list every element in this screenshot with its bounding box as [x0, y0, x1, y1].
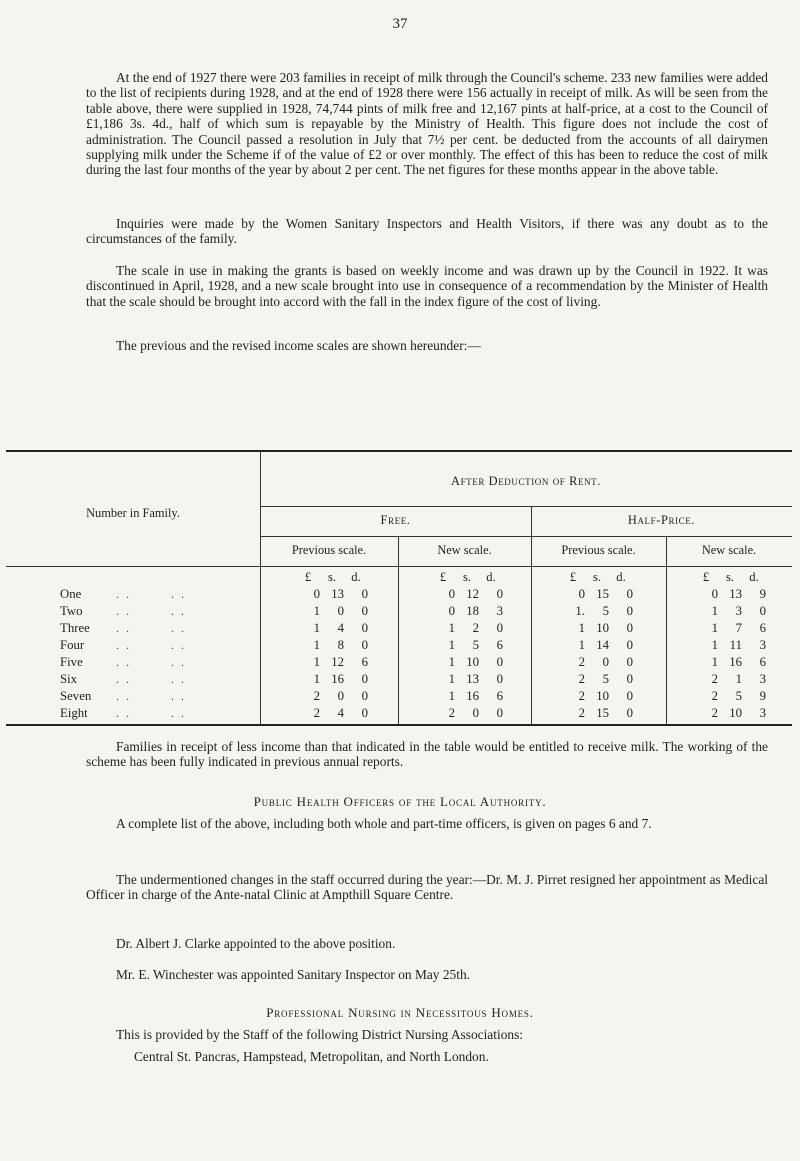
- group-header-free: Free.: [380, 513, 411, 527]
- paragraph-inquiries: Inquiries were made by the Women Sanitary Inspectors and Health Visitors, if there was any doubt as to the circumstances of the family.: [86, 216, 768, 247]
- table-cell: 0: [337, 689, 344, 703]
- table-cell: 11: [729, 638, 742, 652]
- heading-nursing: Professional Nursing in Necessitous Homes.: [266, 1005, 534, 1020]
- col-header-half-new: New scale.: [701, 543, 757, 557]
- table-cell: 0: [448, 587, 455, 601]
- table-cell: 1: [313, 672, 320, 686]
- table-cell: 3: [759, 706, 766, 720]
- row-leader: . .: [171, 587, 186, 601]
- table-cell: 0: [626, 638, 633, 652]
- table-cell: 0: [759, 604, 766, 618]
- table-cell: 0: [361, 621, 368, 635]
- unit-label: £: [439, 570, 447, 584]
- table-cell: 0: [361, 689, 368, 703]
- table-cell: 0: [361, 638, 368, 652]
- table-cell: 0: [626, 587, 633, 601]
- divider: [398, 536, 399, 724]
- table-cell: 5: [735, 689, 742, 703]
- table-cell: 0: [711, 587, 718, 601]
- table-cell: 1: [711, 621, 718, 635]
- paragraph-officers-list: A complete list of the above, including both whole and part-time officers, is given on pages 6 and 7.: [116, 816, 652, 831]
- table-cell: 0: [361, 706, 368, 720]
- table-cell: 12: [466, 587, 479, 601]
- table-cell: 9: [759, 587, 766, 601]
- divider: [260, 506, 792, 507]
- table-cell: 0: [496, 655, 503, 669]
- table-top-rule: [6, 450, 792, 452]
- paragraph-families-receipt: Families in receipt of less income than that indicated in the table would be entitled to receive milk. The working of the scheme has been fully indicated in previous annual reports.: [86, 739, 768, 770]
- table-cell: 1: [711, 604, 718, 618]
- row-leader: . .: [171, 672, 186, 686]
- table-cell: 1: [313, 638, 320, 652]
- table-cell: 0: [448, 604, 455, 618]
- table-cell: 0: [313, 587, 320, 601]
- table-cell: 0: [361, 672, 368, 686]
- table-cell: 1: [313, 604, 320, 618]
- table-cell: 2: [711, 672, 718, 686]
- table-cell: 5: [472, 638, 479, 652]
- unit-label: d.: [486, 570, 496, 584]
- group-header-half-price: Half-Price.: [627, 513, 696, 527]
- table-cell: 0: [626, 621, 633, 635]
- heading-officers: Public Health Officers of the Local Authority.: [253, 794, 547, 809]
- table-cell: 4: [337, 621, 344, 635]
- table-cell: 2: [711, 706, 718, 720]
- divider: [260, 452, 261, 724]
- table-cell: 18: [466, 604, 479, 618]
- table-cell: 0: [337, 604, 344, 618]
- table-cell: 10: [729, 706, 742, 720]
- table-cell: 4: [337, 706, 344, 720]
- income-scale-table: [6, 450, 792, 726]
- table-cell: 8: [337, 638, 344, 652]
- row-leader: . .: [116, 604, 131, 618]
- table-cell: 0: [626, 689, 633, 703]
- table-cell: 13: [729, 587, 742, 601]
- table-cell: 13: [331, 587, 344, 601]
- table-cell: 2: [472, 621, 479, 635]
- table-cell: 2: [578, 672, 585, 686]
- col-header-free-previous: Previous scale.: [291, 543, 367, 557]
- row-label: Three: [60, 621, 90, 635]
- table-cell: 0: [626, 604, 633, 618]
- table-cell: 3: [735, 604, 742, 618]
- table-cell: 14: [596, 638, 609, 652]
- row-label: Four: [60, 638, 85, 652]
- unit-label: £: [304, 570, 312, 584]
- unit-label: s.: [592, 570, 602, 584]
- row-label: One: [60, 587, 82, 601]
- table-cell: 1: [448, 621, 455, 635]
- table-cell: 6: [361, 655, 368, 669]
- paragraph-scale: The scale in use in making the grants is based on weekly income and was drawn up by the Council in 1922. It was discontinued in April, 1928, and a new scale brought into use in consequence of a recommendation by the Minister of Health that the scale should be brought into accord with the fall in the index figure of the cost of living.: [86, 263, 768, 309]
- table-cell: 7: [735, 621, 742, 635]
- row-leader: . .: [116, 689, 131, 703]
- table-cell: 0: [361, 587, 368, 601]
- unit-label: s.: [327, 570, 337, 584]
- row-leader: . .: [116, 587, 131, 601]
- table-cell: 13: [466, 672, 479, 686]
- table-cell: 1: [711, 655, 718, 669]
- table-cell: 2: [578, 689, 585, 703]
- table-cell: 0: [496, 672, 503, 686]
- row-leader: . .: [171, 655, 186, 669]
- table-cell: 0: [496, 621, 503, 635]
- table-cell: 0: [496, 587, 503, 601]
- divider: [260, 536, 792, 537]
- table-cell: 3: [496, 604, 503, 618]
- table-cell: 6: [496, 689, 503, 703]
- paragraph-scales-intro: The previous and the revised income scales are shown hereunder:—: [116, 338, 481, 353]
- table-cell: 1: [313, 621, 320, 635]
- table-cell: 6: [759, 621, 766, 635]
- table-cell: 0: [626, 672, 633, 686]
- table-cell: 0: [578, 587, 585, 601]
- table-cell: 1: [448, 689, 455, 703]
- table-cell: 1: [711, 638, 718, 652]
- unit-label: s.: [725, 570, 735, 584]
- table-cell: 0: [602, 655, 609, 669]
- row-leader: . .: [171, 689, 186, 703]
- table-cell: 3: [759, 638, 766, 652]
- table-cell: 1: [448, 638, 455, 652]
- table-cell: 16: [729, 655, 742, 669]
- paragraph-milk-scheme: At the end of 1927 there were 203 families in receipt of milk through the Council's scheme. 233 new families were added to the list of recipients during 1928, and at the end of 1928 there were 156 actually in receipt of milk. As will be seen from the table above, there were supplied in 1928, 74,744 pints of milk free and 12,167 pints at half-price, at a cost to the Council of £1,186 3s. 4d., half of which sum is repayable by the Ministry of Health. This figure does not include the cost of administration. The Council passed a resolution in July that 7½ per cent. be deducted from the accounts of all dairymen supplying milk under the Scheme if of the value of £2 or over monthly. The effect of this has been to reduce the cost of milk during the last four months of the year by about 2 per cent. The net figures for these months appear in the above table.: [86, 70, 768, 178]
- table-cell: 2: [578, 706, 585, 720]
- unit-label: £: [702, 570, 710, 584]
- table-cell: 2: [313, 706, 320, 720]
- table-cell: 2: [711, 689, 718, 703]
- row-leader: . .: [171, 706, 186, 720]
- unit-label: d.: [616, 570, 626, 584]
- unit-label: d.: [749, 570, 759, 584]
- unit-label: £: [569, 570, 577, 584]
- table-cell: 2: [578, 655, 585, 669]
- divider: [6, 566, 792, 567]
- row-leader: . .: [116, 655, 131, 669]
- table-cell: 5: [602, 604, 609, 618]
- row-label: Five: [60, 655, 83, 669]
- table-cell: 1: [578, 638, 585, 652]
- row-leader: . .: [171, 638, 186, 652]
- table-cell: 3: [759, 672, 766, 686]
- col-header-free-new: New scale.: [437, 543, 492, 557]
- table-cell: 1: [448, 672, 455, 686]
- paragraph-clarke: Dr. Albert J. Clarke appointed to the above position.: [116, 936, 396, 951]
- table-cell: 10: [596, 689, 609, 703]
- divider: [666, 536, 667, 724]
- row-label: Eight: [60, 706, 88, 720]
- table-cell: 0: [626, 655, 633, 669]
- col-header-half-previous: Previous scale.: [561, 543, 636, 557]
- row-label: Six: [60, 672, 78, 686]
- table-cell: 0: [472, 706, 479, 720]
- row-label: Seven: [60, 689, 92, 703]
- table-bottom-rule: [6, 724, 792, 726]
- paragraph-nursing: This is provided by the Staff of the following District Nursing Associations:: [116, 1027, 524, 1042]
- group-header-after-rent: After Deduction of Rent.: [451, 474, 601, 488]
- table-cell: 0: [496, 706, 503, 720]
- table-cell: 10: [596, 621, 609, 635]
- table-cell: 15: [596, 706, 609, 720]
- page-number: 37: [392, 16, 408, 32]
- col-header-family: Number in Family.: [86, 506, 180, 520]
- paragraph-winchester: Mr. E. Winchester was appointed Sanitary Inspector on May 25th.: [116, 967, 470, 982]
- paragraph-staff-changes: The undermentioned changes in the staff occurred during the year:—Dr. M. J. Pirret resigned her appointment as Medical Officer in charge of the Ante-natal Clinic at Ampthill Square Centre.: [86, 872, 768, 903]
- table-cell: 15: [596, 587, 609, 601]
- table-cell: 12: [331, 655, 344, 669]
- table-cell: 10: [466, 655, 479, 669]
- table-cell: 1: [313, 655, 320, 669]
- table-cell: 1: [578, 621, 585, 635]
- table-cell: 9: [759, 689, 766, 703]
- row-leader: . .: [116, 706, 131, 720]
- row-leader: . .: [171, 621, 186, 635]
- row-leader: . .: [171, 604, 186, 618]
- table-cell: 6: [496, 638, 503, 652]
- table-cell: 16: [331, 672, 344, 686]
- row-leader: . .: [116, 638, 131, 652]
- table-cell: 1.: [575, 604, 585, 618]
- row-leader: . .: [116, 621, 131, 635]
- table-cell: 1: [448, 655, 455, 669]
- table-cell: 0: [361, 604, 368, 618]
- unit-label: d.: [351, 570, 361, 584]
- table-cell: 6: [759, 655, 766, 669]
- table-cell: 2: [448, 706, 455, 720]
- row-leader: . .: [116, 672, 131, 686]
- table-cell: 1: [735, 672, 742, 686]
- table-cell: 2: [313, 689, 320, 703]
- row-label: Two: [60, 604, 83, 618]
- divider: [531, 506, 532, 724]
- table-cell: 0: [626, 706, 633, 720]
- unit-label: s.: [462, 570, 472, 584]
- table-cell: 16: [466, 689, 479, 703]
- table-cell: 5: [602, 672, 609, 686]
- paragraph-associations: Central St. Pancras, Hampstead, Metropolitan, and North London.: [134, 1049, 489, 1064]
